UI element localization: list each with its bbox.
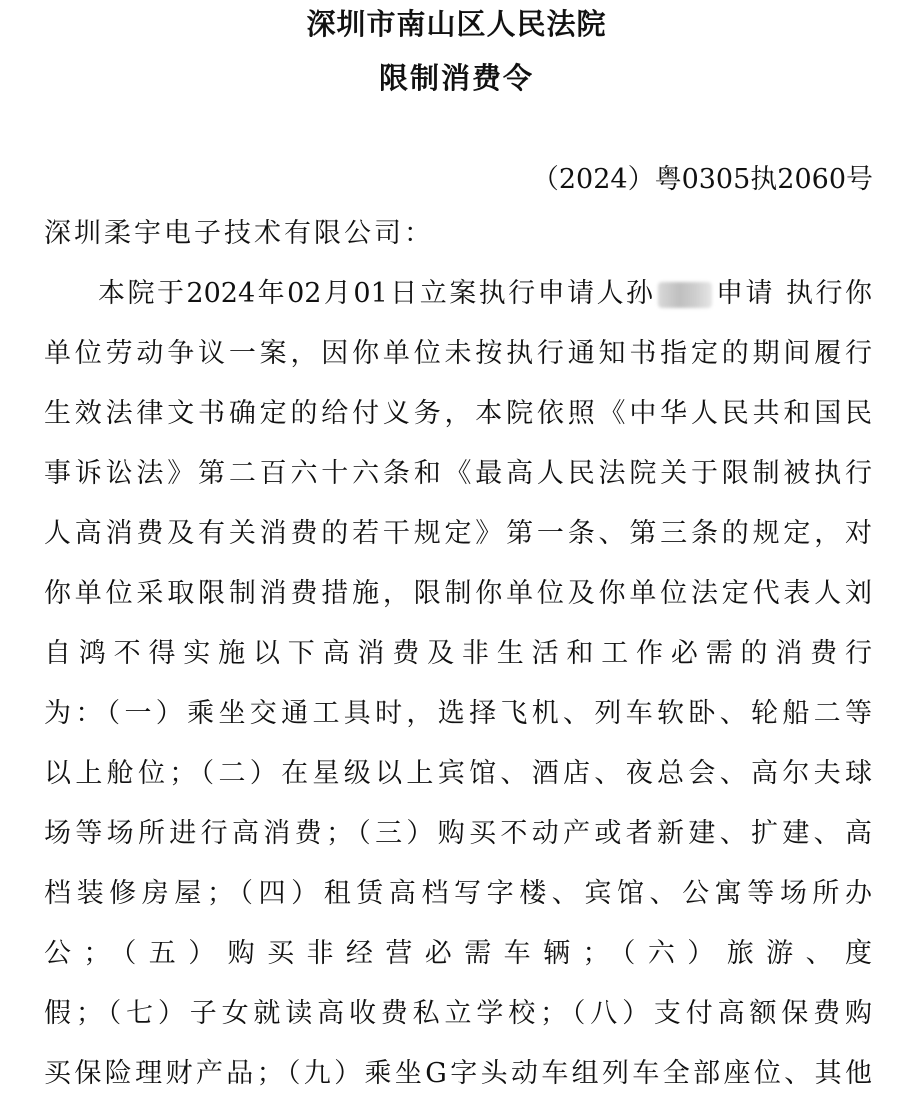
- body-line: 档装修房屋；（四）租赁高档写字楼、宾馆、公寓等场所办: [44, 878, 872, 909]
- body-line: 单位劳动争议一案，因你单位未按执行通知书指定的期间履行: [44, 338, 872, 369]
- body-line: 买保险理财产品；（九）乘坐G字头动车组列车全部座位、其他: [44, 1058, 872, 1089]
- body-line: 人高消费及有关消费的若干规定》第一条、第三条的规定，对: [44, 518, 872, 549]
- document-title: 限制消费令: [378, 61, 534, 95]
- redacted-name: [658, 282, 712, 308]
- body-line: [98, 274, 872, 314]
- addressee: 深圳柔宇电子技术有限公司：: [44, 218, 434, 249]
- body-line: 自鸿不得实施以下高消费及非生活和工作必需的消费行: [44, 638, 872, 669]
- body-line: 场等场所进行高消费；（三）购买不动产或者新建、扩建、高: [44, 818, 872, 849]
- body-line: 事诉讼法》第二百六十六条和《最高人民法院关于限制被执行: [44, 458, 872, 489]
- body-line: 为：（一）乘坐交通工具时，选择飞机、列车软卧、轮船二等: [44, 698, 872, 729]
- case-number: （2024）粤0305执2060号: [531, 164, 873, 195]
- body-line-text: 本院于2024年02月01日立案执行申请人孙: [98, 278, 656, 309]
- body-line: 以上舱位；（二）在星级以上宾馆、酒店、夜总会、高尔夫球: [44, 758, 872, 789]
- body-line-text: 申请 执行你: [713, 278, 872, 309]
- body-line: 生效法律文书确定的给付义务，本院依照《中华人民共和国民: [44, 398, 872, 429]
- body-line: 你单位采取限制消费措施，限制你单位及你单位法定代表人刘: [44, 578, 872, 609]
- body-line: 假；（七）子女就读高收费私立学校；（八）支付高额保费购: [44, 998, 872, 1029]
- body-line: 公；（五）购买非经营必需车辆；（六）旅游、度: [44, 938, 872, 969]
- court-name: 深圳市南山区人民法院: [306, 7, 607, 41]
